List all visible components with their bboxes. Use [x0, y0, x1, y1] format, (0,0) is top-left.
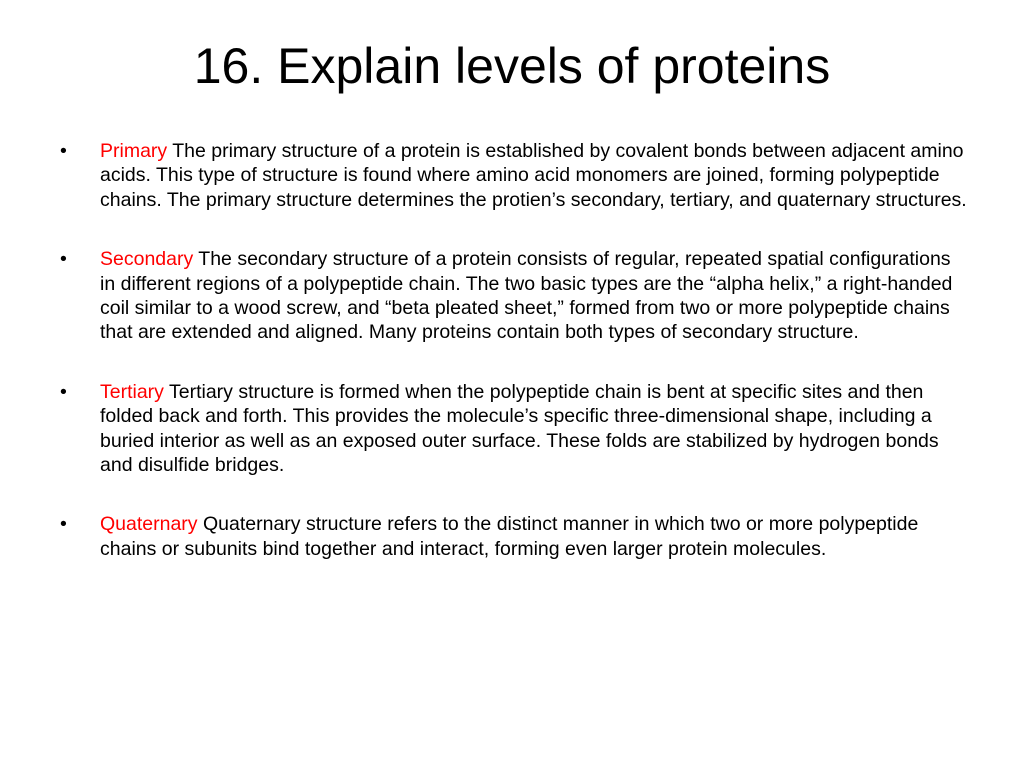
- bullet-icon: •: [60, 140, 67, 162]
- term-label: Tertiary: [100, 380, 164, 403]
- term-description: Tertiary structure is formed when the polypeptide chain is bent at specific sites and then folded back and forth. This provides the molecule’s specific three-dimensional shape, including a buried interior as well as an exposed outer surface. These folds are stabilized by hydrogen bonds and disulfide bridges.: [100, 380, 939, 477]
- bullet-icon: •: [60, 513, 67, 536]
- bullet-item-quaternary: [60, 512, 970, 561]
- term-label: Primary: [100, 140, 168, 162]
- term-label: Secondary: [100, 248, 194, 271]
- bullet-item-primary: [60, 139, 970, 212]
- term-description: Quaternary structure refers to the distinct manner in which two or more polypeptide chains or subunits bind together and interact, forming even larger protein molecules.: [100, 513, 919, 560]
- bullet-item-tertiary: [60, 380, 970, 478]
- term-label: Quaternary: [100, 513, 198, 536]
- term-description: The secondary structure of a protein consists of regular, repeated spatial configurations in different regions of a polypeptide chain. The two basic types are the “alpha helix,” a right-handed coil similar to a wood screw, and “beta pleated sheet,” formed from two or more polypeptide chains that are extended and aligned. Many proteins contain both types of secondary structure.: [100, 248, 953, 344]
- bullet-item-secondary: [60, 247, 970, 345]
- bullet-list: [60, 139, 970, 596]
- bullet-icon: •: [60, 248, 67, 271]
- bullet-icon: •: [60, 380, 67, 403]
- term-description: The primary structure of a protein is established by covalent bonds between adjacent amino acids. This type of structure is found where amino acid monomers are joined, forming polypeptide chains. The primary structure determines the protien’s secondary, tertiary, and quaternary structures.: [100, 140, 967, 211]
- slide-title: 16. Explain levels of proteins: [193, 38, 831, 94]
